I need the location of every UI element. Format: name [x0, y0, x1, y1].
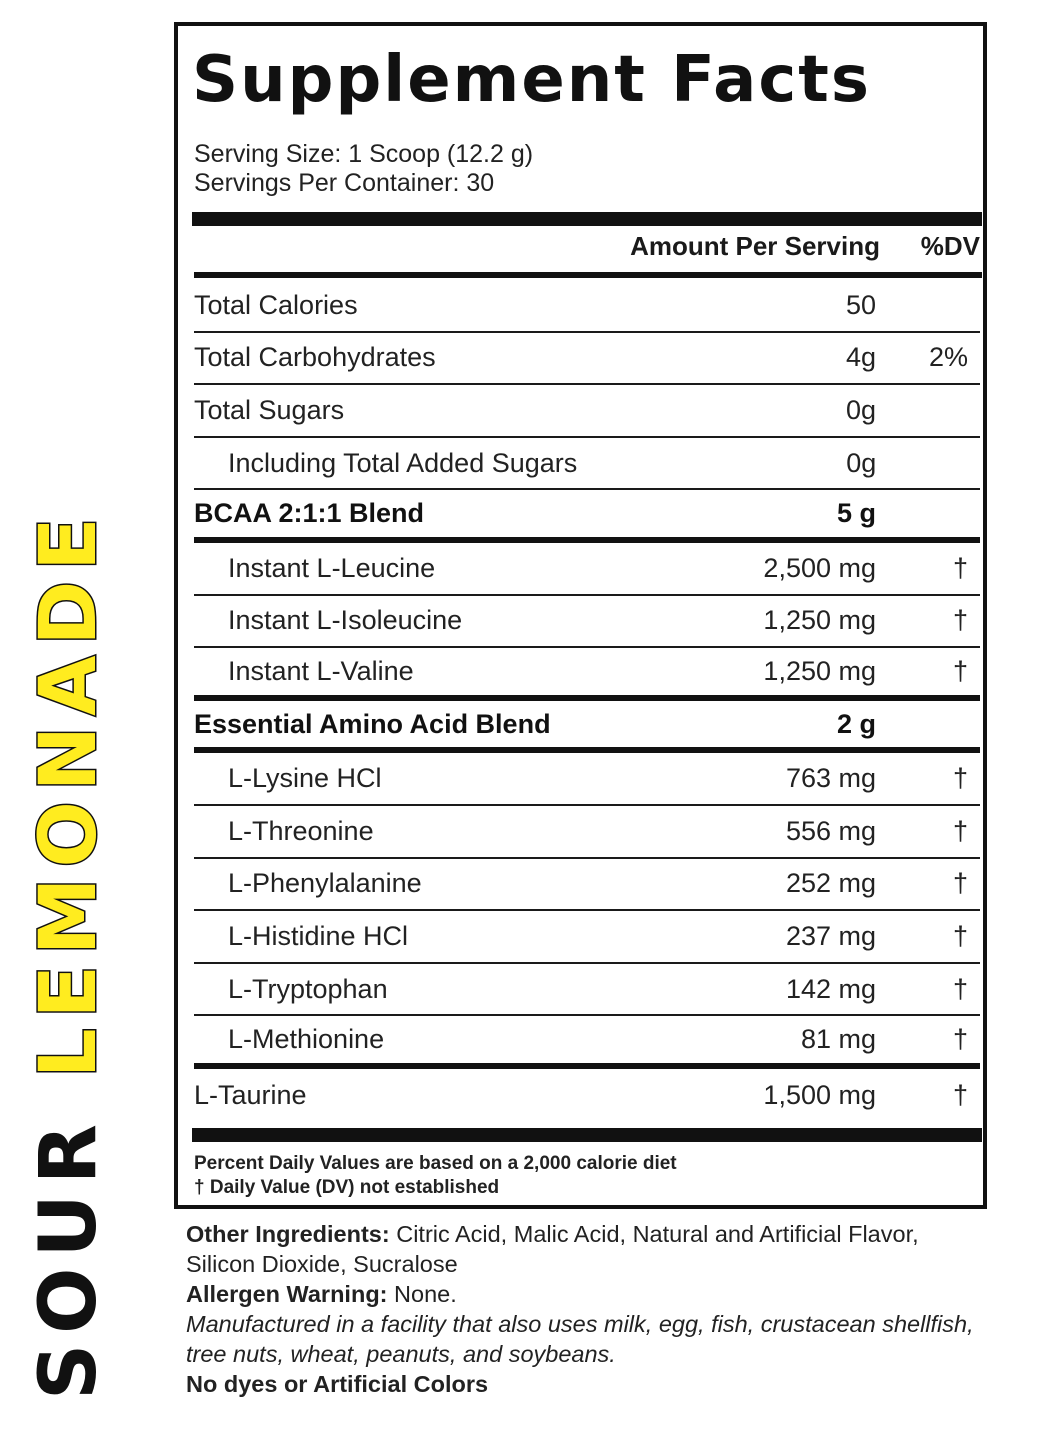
row-dv: † — [952, 552, 968, 583]
ingredients-block — [186, 1219, 986, 1399]
row-amount: 556 mg — [785, 815, 876, 846]
flavor-word-sour: SOUR — [24, 1114, 114, 1400]
table-row — [194, 543, 980, 596]
footnote-dv-not-established: † Daily Value (DV) not established — [194, 1177, 500, 1198]
row-name: L-Methionine — [228, 1024, 385, 1055]
header-divider-bar — [194, 272, 982, 278]
row-amount: 2 g — [836, 708, 876, 739]
row-name: L-Histidine HCl — [228, 920, 409, 951]
footnote-daily-values: Percent Daily Values are based on a 2,000 calorie diet — [194, 1153, 677, 1174]
row-amount: 1,500 mg — [763, 1079, 876, 1110]
row-dv: † — [952, 763, 968, 794]
table-row — [194, 859, 980, 912]
table-row — [194, 1016, 980, 1069]
table-row — [194, 1069, 980, 1122]
row-name: L-Threonine — [228, 815, 374, 846]
row-name: L-Lysine HCl — [228, 763, 382, 794]
row-amount: 0g — [846, 447, 877, 478]
other-ingredients — [186, 1219, 986, 1279]
allergen-warning-text: None. — [387, 1281, 457, 1307]
table-row — [194, 806, 980, 859]
other-ingredients-label: Other Ingredients: — [186, 1221, 390, 1247]
row-amount: 4g — [845, 342, 876, 373]
row-amount: 252 mg — [785, 868, 876, 899]
table-row-blend — [194, 701, 980, 754]
row-name: BCAA 2:1:1 Blend — [194, 498, 425, 529]
top-divider-bar — [192, 212, 982, 226]
row-amount: 237 mg — [785, 920, 876, 951]
footnotes — [194, 1152, 677, 1200]
row-dv: † — [952, 868, 968, 899]
row-amount: 1,250 mg — [763, 605, 876, 636]
row-amount: 5 g — [836, 498, 876, 529]
table-row — [194, 964, 980, 1017]
allergen-warning-label: Allergen Warning: — [186, 1281, 388, 1307]
flavor-word-lemonade: LEMONADE — [24, 507, 114, 1079]
row-amount: 142 mg — [785, 973, 876, 1004]
row-amount: 0g — [845, 394, 876, 425]
row-name: L-Taurine — [194, 1079, 307, 1110]
row-name: L-Tryptophan — [228, 973, 388, 1004]
table-row-blend — [194, 490, 980, 543]
row-name: Instant L-Isoleucine — [228, 605, 463, 636]
row-dv: † — [952, 920, 968, 951]
nutrient-table — [194, 280, 980, 1122]
row-amount: 763 mg — [785, 763, 876, 794]
serving-info — [194, 140, 533, 198]
row-dv: † — [952, 655, 968, 686]
table-row — [194, 280, 980, 333]
row-dv: † — [952, 1024, 968, 1055]
row-name: L-Phenylalanine — [228, 868, 422, 899]
panel-title: Supplement Facts — [192, 43, 871, 117]
header-daily-value: %DV — [920, 231, 980, 261]
row-dv: † — [952, 973, 968, 1004]
bottom-divider-bar — [192, 1128, 982, 1142]
row-name: Total Calories — [194, 289, 358, 320]
flavor-label — [24, 480, 114, 1400]
row-name: Total Carbohydrates — [194, 342, 436, 373]
row-amount: 50 — [845, 289, 876, 320]
table-row — [194, 911, 980, 964]
row-name: Instant L-Valine — [228, 655, 414, 686]
row-name: Total Sugars — [194, 394, 345, 425]
row-dv: 2% — [928, 342, 968, 373]
row-dv: † — [952, 815, 968, 846]
row-amount: 2,500 mg — [763, 552, 876, 583]
table-row — [194, 438, 980, 491]
facility-statement: Manufactured in a facility that also uses milk, egg, fish, crustacean shellfish, tree nuts, wheat, peanuts, and soybeans. — [186, 1311, 974, 1367]
row-name: Including Total Added Sugars — [228, 447, 578, 478]
row-amount: 1,250 mg — [763, 655, 876, 686]
table-row — [194, 385, 980, 438]
table-row — [194, 596, 980, 649]
row-dv: † — [952, 605, 968, 636]
supplement-facts-panel — [174, 22, 987, 1209]
row-dv: † — [952, 1079, 968, 1110]
row-amount: 81 mg — [800, 1024, 876, 1055]
row-name: Instant L-Leucine — [228, 552, 436, 583]
header-amount-per-serving: Amount Per Serving — [630, 231, 880, 261]
table-row — [194, 333, 980, 386]
serving-size: Serving Size: 1 Scoop (12.2 g) — [194, 140, 534, 168]
table-row — [194, 753, 980, 806]
servings-per-container: Servings Per Container: 30 — [194, 169, 495, 197]
no-dyes-statement: No dyes or Artificial Colors — [186, 1371, 489, 1397]
allergen-warning — [186, 1279, 986, 1309]
table-row — [194, 648, 980, 701]
row-name: Essential Amino Acid Blend — [194, 708, 551, 739]
other-ingredients-text: Citric Acid, Malic Acid, Natural and Artificial Flavor, Silicon Dioxide, Sucralose — [186, 1221, 919, 1277]
